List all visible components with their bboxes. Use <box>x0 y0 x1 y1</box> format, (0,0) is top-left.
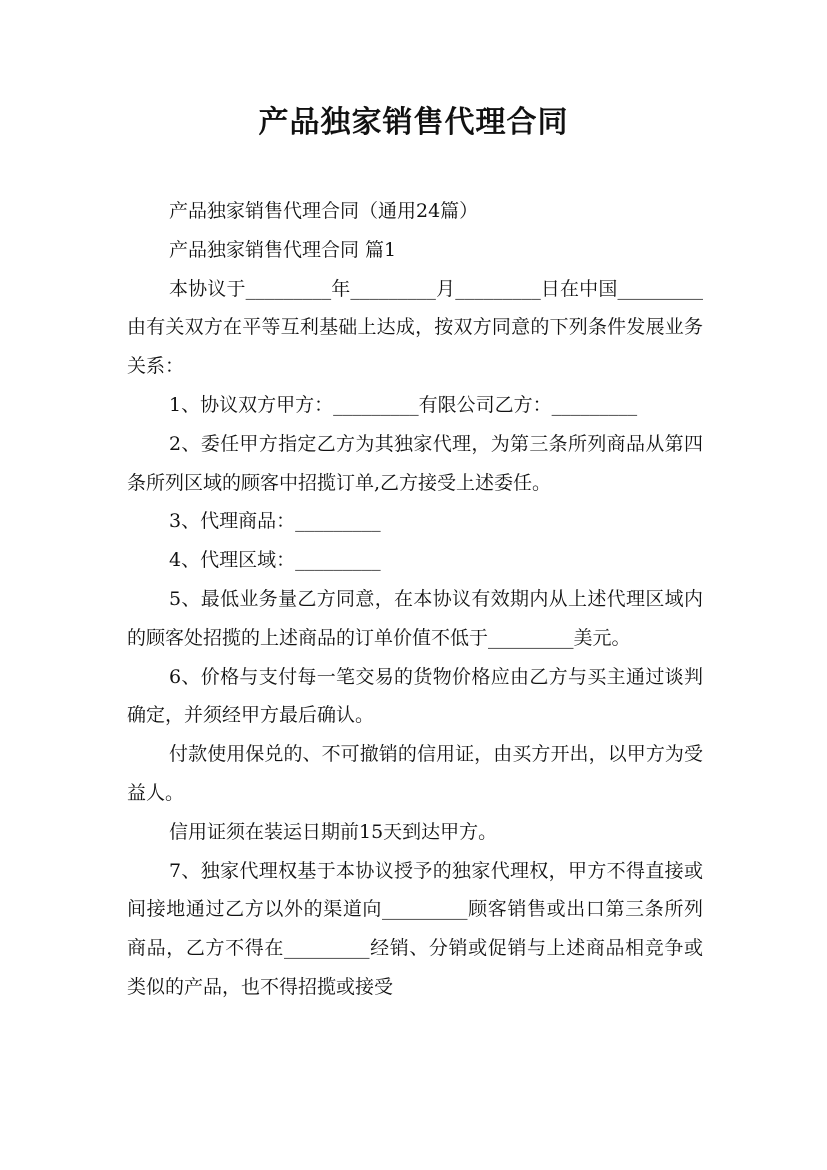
clause-paragraph: 2、委任甲方指定乙方为其独家代理，为第三条所列商品从第四条所列区域的顾客中招揽订单,乙方接受上述委任。 <box>127 432 703 494</box>
clause-paragraph: 1、协议双方甲方：_________有限公司乙方：_________ <box>169 393 638 416</box>
clause-paragraph: 7、独家代理权基于本协议授予的独家代理权，甲方不得直接或间接地通过乙方以外的渠道向_________顾客销售或出口第三条所列商品，乙方不得在_________经销、分销或促销与上述商品相竞争或类似的产品，也不得招揽或接受 <box>127 859 703 998</box>
clause-paragraph: 3、代理商品：_________ <box>169 510 381 533</box>
subtitle-paragraph: 产品独家销售代理合同（通用24篇） <box>169 200 479 222</box>
document-body <box>127 192 703 1007</box>
document-title: 产品独家销售代理合同 <box>258 105 569 140</box>
section-heading: 产品独家销售代理合同 篇1 <box>169 238 397 261</box>
clause-paragraph: 4、代理区域：_________ <box>169 549 381 572</box>
clause-paragraph: 6、价格与支付每一笔交易的货物价格应由乙方与买主通过谈判确定，并须经甲方最后确认。 <box>127 665 703 727</box>
body-paragraph: 本协议于_________年_________月_________日在中国_________由有关双方在平等互利基础上达成，按双方同意的下列条件发展业务关系： <box>127 277 703 378</box>
clause-paragraph: 5、最低业务量乙方同意，在本协议有效期内从上述代理区域内的顾客处招揽的上述商品的订单价值不低于_________美元。 <box>127 587 703 649</box>
body-paragraph: 付款使用保兑的、不可撤销的信用证，由买方开出，以甲方为受益人。 <box>127 743 703 804</box>
body-paragraph: 信用证须在装运日期前15天到达甲方。 <box>169 820 498 843</box>
